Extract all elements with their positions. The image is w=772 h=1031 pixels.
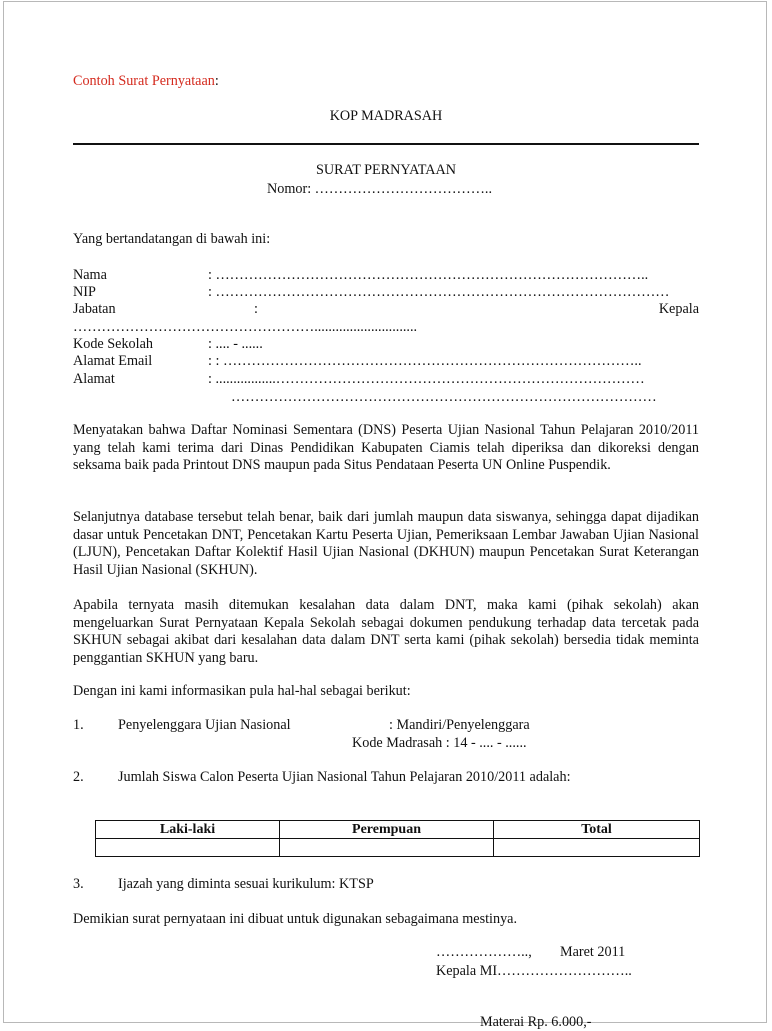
paragraph-database: Selanjutnya database tersebut telah benar, baik dari jumlah maupun data siswanya, sehingga dapat dijadikan dasar untuk Pencetakan DNT, Pencetakan Kartu Peserta Ujian, Pemeriksaan Lembar Jawaban Ujian Nasional (LJUN), Pencetakan Daftar Kolektif Hasil Ujian Nasional (DKHUN) maupun Pencetakan Surat Keterangan Hasil Ujian Nasional (SKHUN). [73, 509, 699, 578]
signature-place: ……………….., [436, 944, 532, 960]
document-title: SURAT PERNYATAAN [315, 162, 457, 178]
field-value-jabatan: Kepala [658, 301, 699, 317]
field-label-email: Alamat Email [73, 353, 153, 369]
stamp-duty-note: Materai Rp. 6.000,- [480, 1014, 592, 1030]
table-header-cell: Laki-laki [96, 821, 280, 839]
field-label-alamat: Alamat [73, 371, 115, 387]
list-item-text: Jumlah Siswa Calon Peserta Ujian Nasional Tahun Pelajaran 2010/2011 adalah: [118, 769, 571, 785]
student-count-table [95, 820, 700, 857]
field-value-alamat-continued: ……………………………………………………………………………… [231, 389, 657, 405]
closing-text: Demikian surat pernyataan ini dibuat untuk digunakan sebagaimana mestinya. [73, 911, 518, 927]
field-label-nip: NIP [73, 284, 96, 300]
table-row [96, 839, 700, 857]
field-value-nip: : …………………………………………………………………………………… [208, 284, 670, 300]
field-value-nama: : ……………………………………………………………………………….. [208, 267, 649, 283]
list-item-text: Ijazah yang diminta sesuai kurikulum: KTSP [118, 876, 374, 892]
table-cell [280, 839, 494, 857]
list-item-value: : Mandiri/Penyelenggara [389, 717, 530, 733]
paragraph-info-intro: Dengan ini kami informasikan pula hal-hal sebagai berikut: [73, 683, 411, 699]
intro-text: Yang bertandatangan di bawah ini: [73, 231, 271, 247]
table-header-cell: Total [494, 821, 700, 839]
field-value-alamat: : .................…………………………………………………………………… [208, 371, 645, 387]
list-item-number: 3. [73, 876, 84, 892]
table-cell [96, 839, 280, 857]
list-item-number: 1. [73, 717, 84, 733]
field-colon-jabatan: : [254, 301, 258, 317]
list-item-number: 2. [73, 769, 84, 785]
field-label-nama: Nama [73, 267, 107, 283]
field-value-email: : : …………………………………………………………………………….. [208, 353, 642, 369]
signature-role: Kepala MI……………………….. [436, 963, 632, 979]
field-label-kode-sekolah: Kode Sekolah [73, 336, 153, 352]
table-header-row [96, 821, 700, 839]
list-item-subvalue: Kode Madrasah : 14 - .... - ...... [352, 735, 527, 751]
example-label: Contoh Surat Pernyataan: [73, 73, 219, 89]
signature-date: Maret 2011 [560, 944, 626, 960]
letterhead-title: KOP MADRASAH [329, 108, 443, 124]
list-item-text: Penyelenggara Ujian Nasional [118, 717, 291, 733]
letterhead-rule [73, 143, 699, 145]
document-number: Nomor: ……………………………….. [267, 181, 493, 197]
field-value-kode-sekolah: : .... - ...... [208, 336, 263, 352]
table-header-cell: Perempuan [280, 821, 494, 839]
table-cell [494, 839, 700, 857]
field-value-jabatan-continued: ……………………………………………............................. [73, 319, 418, 335]
field-label-jabatan: Jabatan [73, 301, 116, 317]
paragraph-correction: Apabila ternyata masih ditemukan kesalahan data dalam DNT, maka kami (pihak sekolah) akan mengeluarkan Surat Pernyataan Kepala Sekolah sebagai dokumen pendukung terhadap data tercetak pada SKHUN sebagai akibat dari kesalahan data dalam DNT serta kami (pihak sekolah) bersedia tidak meminta penggantian SKHUN yang baru. [73, 597, 699, 666]
paragraph-statement: Menyatakan bahwa Daftar Nominasi Sementara (DNS) Peserta Ujian Nasional Tahun Pelajaran 2010/2011 yang telah kami terima dari Dinas Pendidikan Kabupaten Ciamis telah diperiksa dan dikoreksi dengan seksama baik pada Printout DNS maupun pada Situs Pendataan Peserta UN Online Puspendik. [73, 422, 699, 473]
